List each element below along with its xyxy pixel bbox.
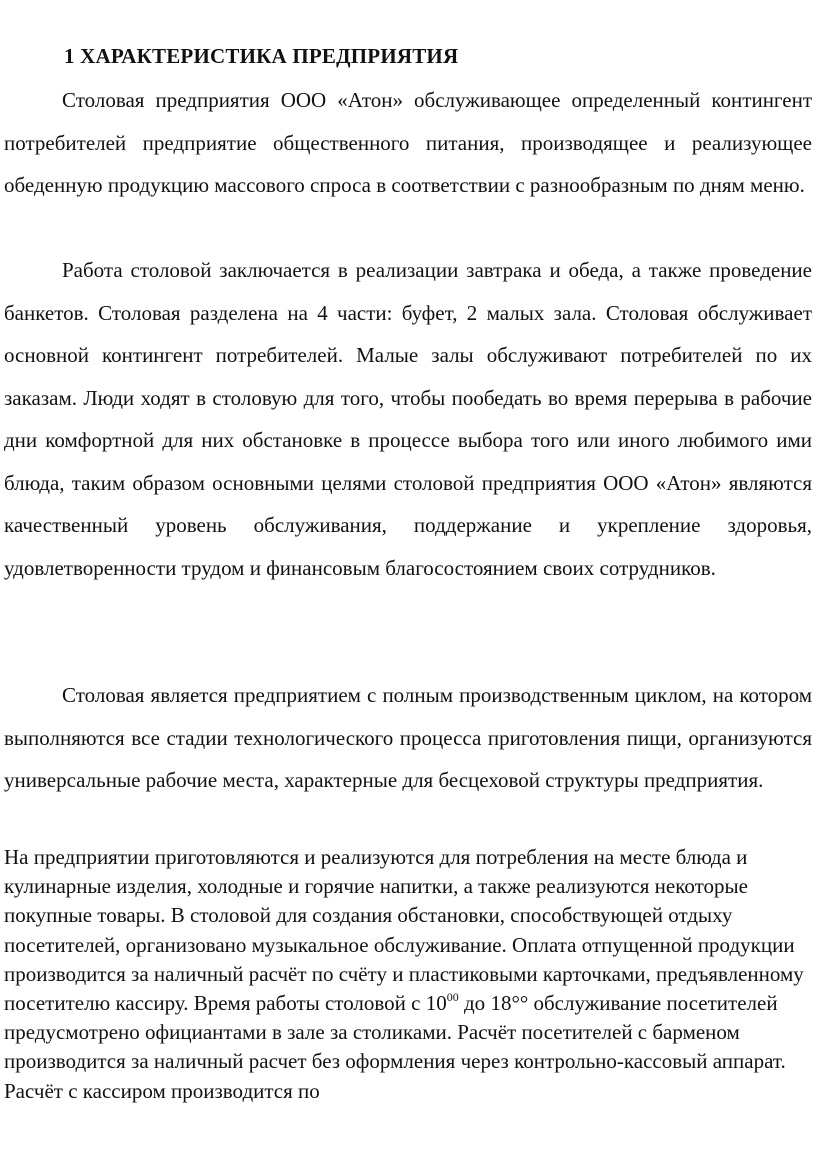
closing-time: 18°° xyxy=(490,991,529,1016)
paragraph-canteen-work: Работа столовой заключается в реализации завтрака и обеда, а также проведение банкетов. Столовая разделена на 4 части: буфет, 2 малых зала. Столовая обслуживает основной контингент потребителей. Малые залы обслуживают потребителей по их заказам. Люди ходят в столовую для того, чтобы пообедать во время перерыва в рабочие дни комфортной для них обстановке в процессе выбора того или иного любимого ими блюда, таким образом основными целями столовой предприятия ООО «Атон» являются качественный уровень обслуживания, поддержание и укрепление здоровья, удовлетворенности трудом и финансовым благосостоянием своих сотрудников. xyxy=(4,258,812,580)
paragraph-enterprise-description: Столовая предприятия ООО «Атон» обслуживающее определенный контингент потребителей предприятие общественного питания, производящее и реализующее обеденную продукцию массового спроса в соответствии с разнообразным по дням меню. xyxy=(4,88,812,197)
opening-hour: 10 xyxy=(425,991,447,1016)
paragraph-4-text-part-3: обслуживание посетителей предусмотрено официантами в зале за столиками. Расчёт посетителей с барменом производится за наличный расчет без оформления через контрольно-кассовый аппарат. Расчёт с кассиром производится по xyxy=(4,991,786,1103)
opening-minutes: 00 xyxy=(446,990,459,1005)
paragraph-4-text-part-2: до xyxy=(458,991,491,1016)
paragraph-4-text-part-1: На предприятии приготовляются и реализуются для потребления на месте блюда и кулинарные изделия, холодные и горячие напитки, а также реализуются некоторые покупные товары. В столовой для создания обстановки, способствующей отдыху посетителей, организовано музыкальное обслуживание. Оплата отпущенной продукции производится за наличный расчёт по счёту и пластиковыми карточками, предъявленному посетителю кассиру. Время работы столовой с xyxy=(4,845,804,1016)
paragraph-services-and-payment xyxy=(4,843,812,1106)
section-heading: 1 ХАРАКТЕРИСТИКА ПРЕДПРИЯТИЯ xyxy=(64,44,459,68)
paragraph-production-cycle: Столовая является предприятием с полным производственным циклом, на котором выполняются все стадии технологического процесса приготовления пищи, организуются универсальные рабочие места, характерные для бесцеховой структуры предприятия. xyxy=(4,683,812,792)
